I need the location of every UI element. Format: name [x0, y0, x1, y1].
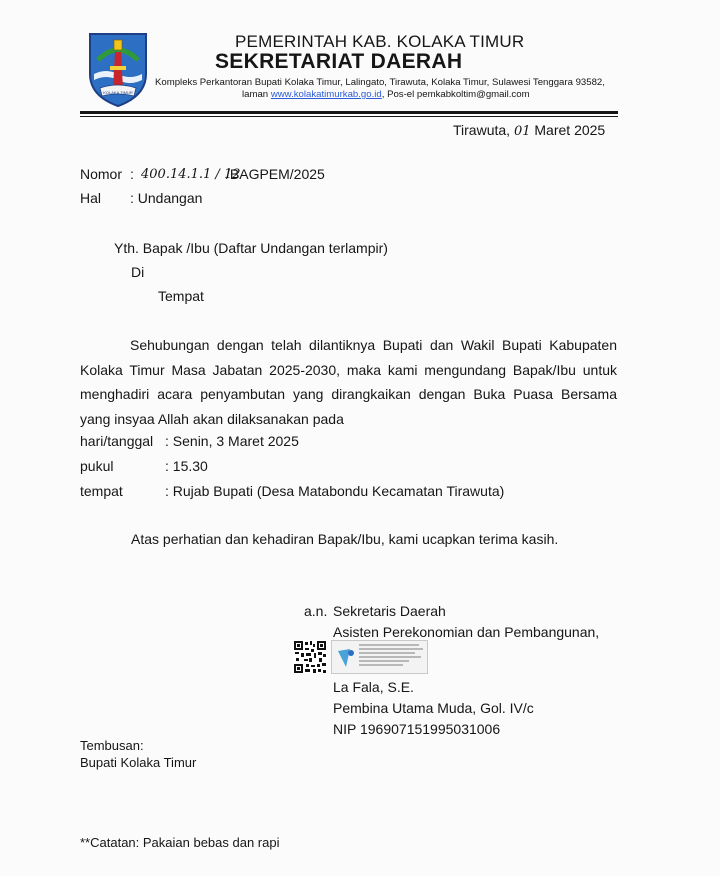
government-heading: PEMERINTAH KAB. KOLAKA TIMUR: [235, 32, 525, 51]
detail-label-place: tempat: [80, 483, 123, 499]
body-line: menghadiri acara penyambutan yang dirangkaikan dengan Buka Puasa Bersama: [80, 386, 617, 403]
signature-role: Sekretaris Daerah: [333, 603, 446, 619]
number-label: Nomor: [80, 166, 123, 182]
stamp-text-lines: [359, 644, 425, 668]
date-month-year: Maret 2025: [534, 122, 606, 138]
detail-label-time: pukul: [80, 458, 114, 474]
kolaka-timur-logo: [86, 30, 150, 108]
detail-value-date: : Senin, 3 Maret 2025: [165, 433, 299, 449]
detail-label-date: hari/tanggal: [80, 433, 154, 449]
signature-an: a.n.: [304, 603, 328, 619]
cc-item: Bupati Kolaka Timur: [80, 755, 197, 770]
logo-caption: KOLAKA TIMUR: [103, 90, 133, 95]
number-suffix: /BAGPEM/2025: [226, 166, 325, 182]
bsre-seal-icon: [336, 647, 356, 669]
body-line: yang insyaa Allah akan dilaksanakan pada: [80, 410, 344, 427]
number-colon: :: [130, 166, 134, 182]
recipient-line: Yth. Bapak /Ibu (Daftar Undangan terlampir): [114, 240, 388, 256]
website-link[interactable]: www.kolakatimurkab.go.id: [270, 89, 382, 100]
body-line: Sehubungan dengan telah dilantiknya Bupati dan Wakil Bupati Kabupaten: [130, 337, 617, 353]
cc-label: Tembusan:: [80, 738, 144, 753]
date-day-handwritten: 01: [513, 124, 531, 139]
date-place: Tirawuta,: [453, 122, 511, 138]
letterhead-rule-thick: [80, 111, 618, 114]
office-address: Kompleks Perkantoran Bupati Kolaka Timur, Lalingato, Tirawuta, Kolaka Timur, Sulawesi Tenggara 93582,: [155, 77, 605, 88]
website-prefix: laman: [242, 89, 269, 100]
email-text: , Pos-el pemkabkoltim@gmail.com: [381, 89, 530, 100]
detail-value-time: : 15.30: [165, 458, 208, 474]
subject-label: Hal: [80, 190, 102, 206]
number-code-handwritten: 400.14.1.1 / 12: [141, 167, 241, 182]
detail-value-place: : Rujab Bupati (Desa Matabondu Kecamatan Tirawuta): [165, 483, 505, 499]
office-heading: SEKRETARIAT DAERAH: [215, 50, 463, 73]
letter-date: [453, 122, 605, 139]
qr-code: [293, 640, 327, 674]
signer-rank: Pembina Utama Muda, Gol. IV/c: [333, 700, 534, 716]
contact-line: [242, 89, 530, 100]
letterhead-rule-thin: [80, 116, 618, 117]
body-line: Kolaka Timur Masa Jabatan 2025-2030, maka kami mengundang Bapak/Ibu untuk: [80, 361, 617, 378]
electronic-signature-stamp: [331, 640, 428, 674]
recipient-place: Tempat: [158, 288, 204, 304]
attire-note: **Catatan: Pakaian bebas dan rapi: [80, 835, 280, 850]
subject-value: : Undangan: [130, 190, 203, 206]
body-paragraph: [80, 333, 617, 431]
signer-name: La Fala, S.E.: [333, 679, 414, 695]
signer-nip: NIP 196907151995031006: [333, 721, 501, 737]
recipient-di: Di: [131, 264, 145, 280]
signature-title: Asisten Perekonomian dan Pembangunan,: [333, 624, 600, 640]
closing-sentence: Atas perhatian dan kehadiran Bapak/Ibu, kami ucapkan terima kasih.: [131, 531, 559, 547]
